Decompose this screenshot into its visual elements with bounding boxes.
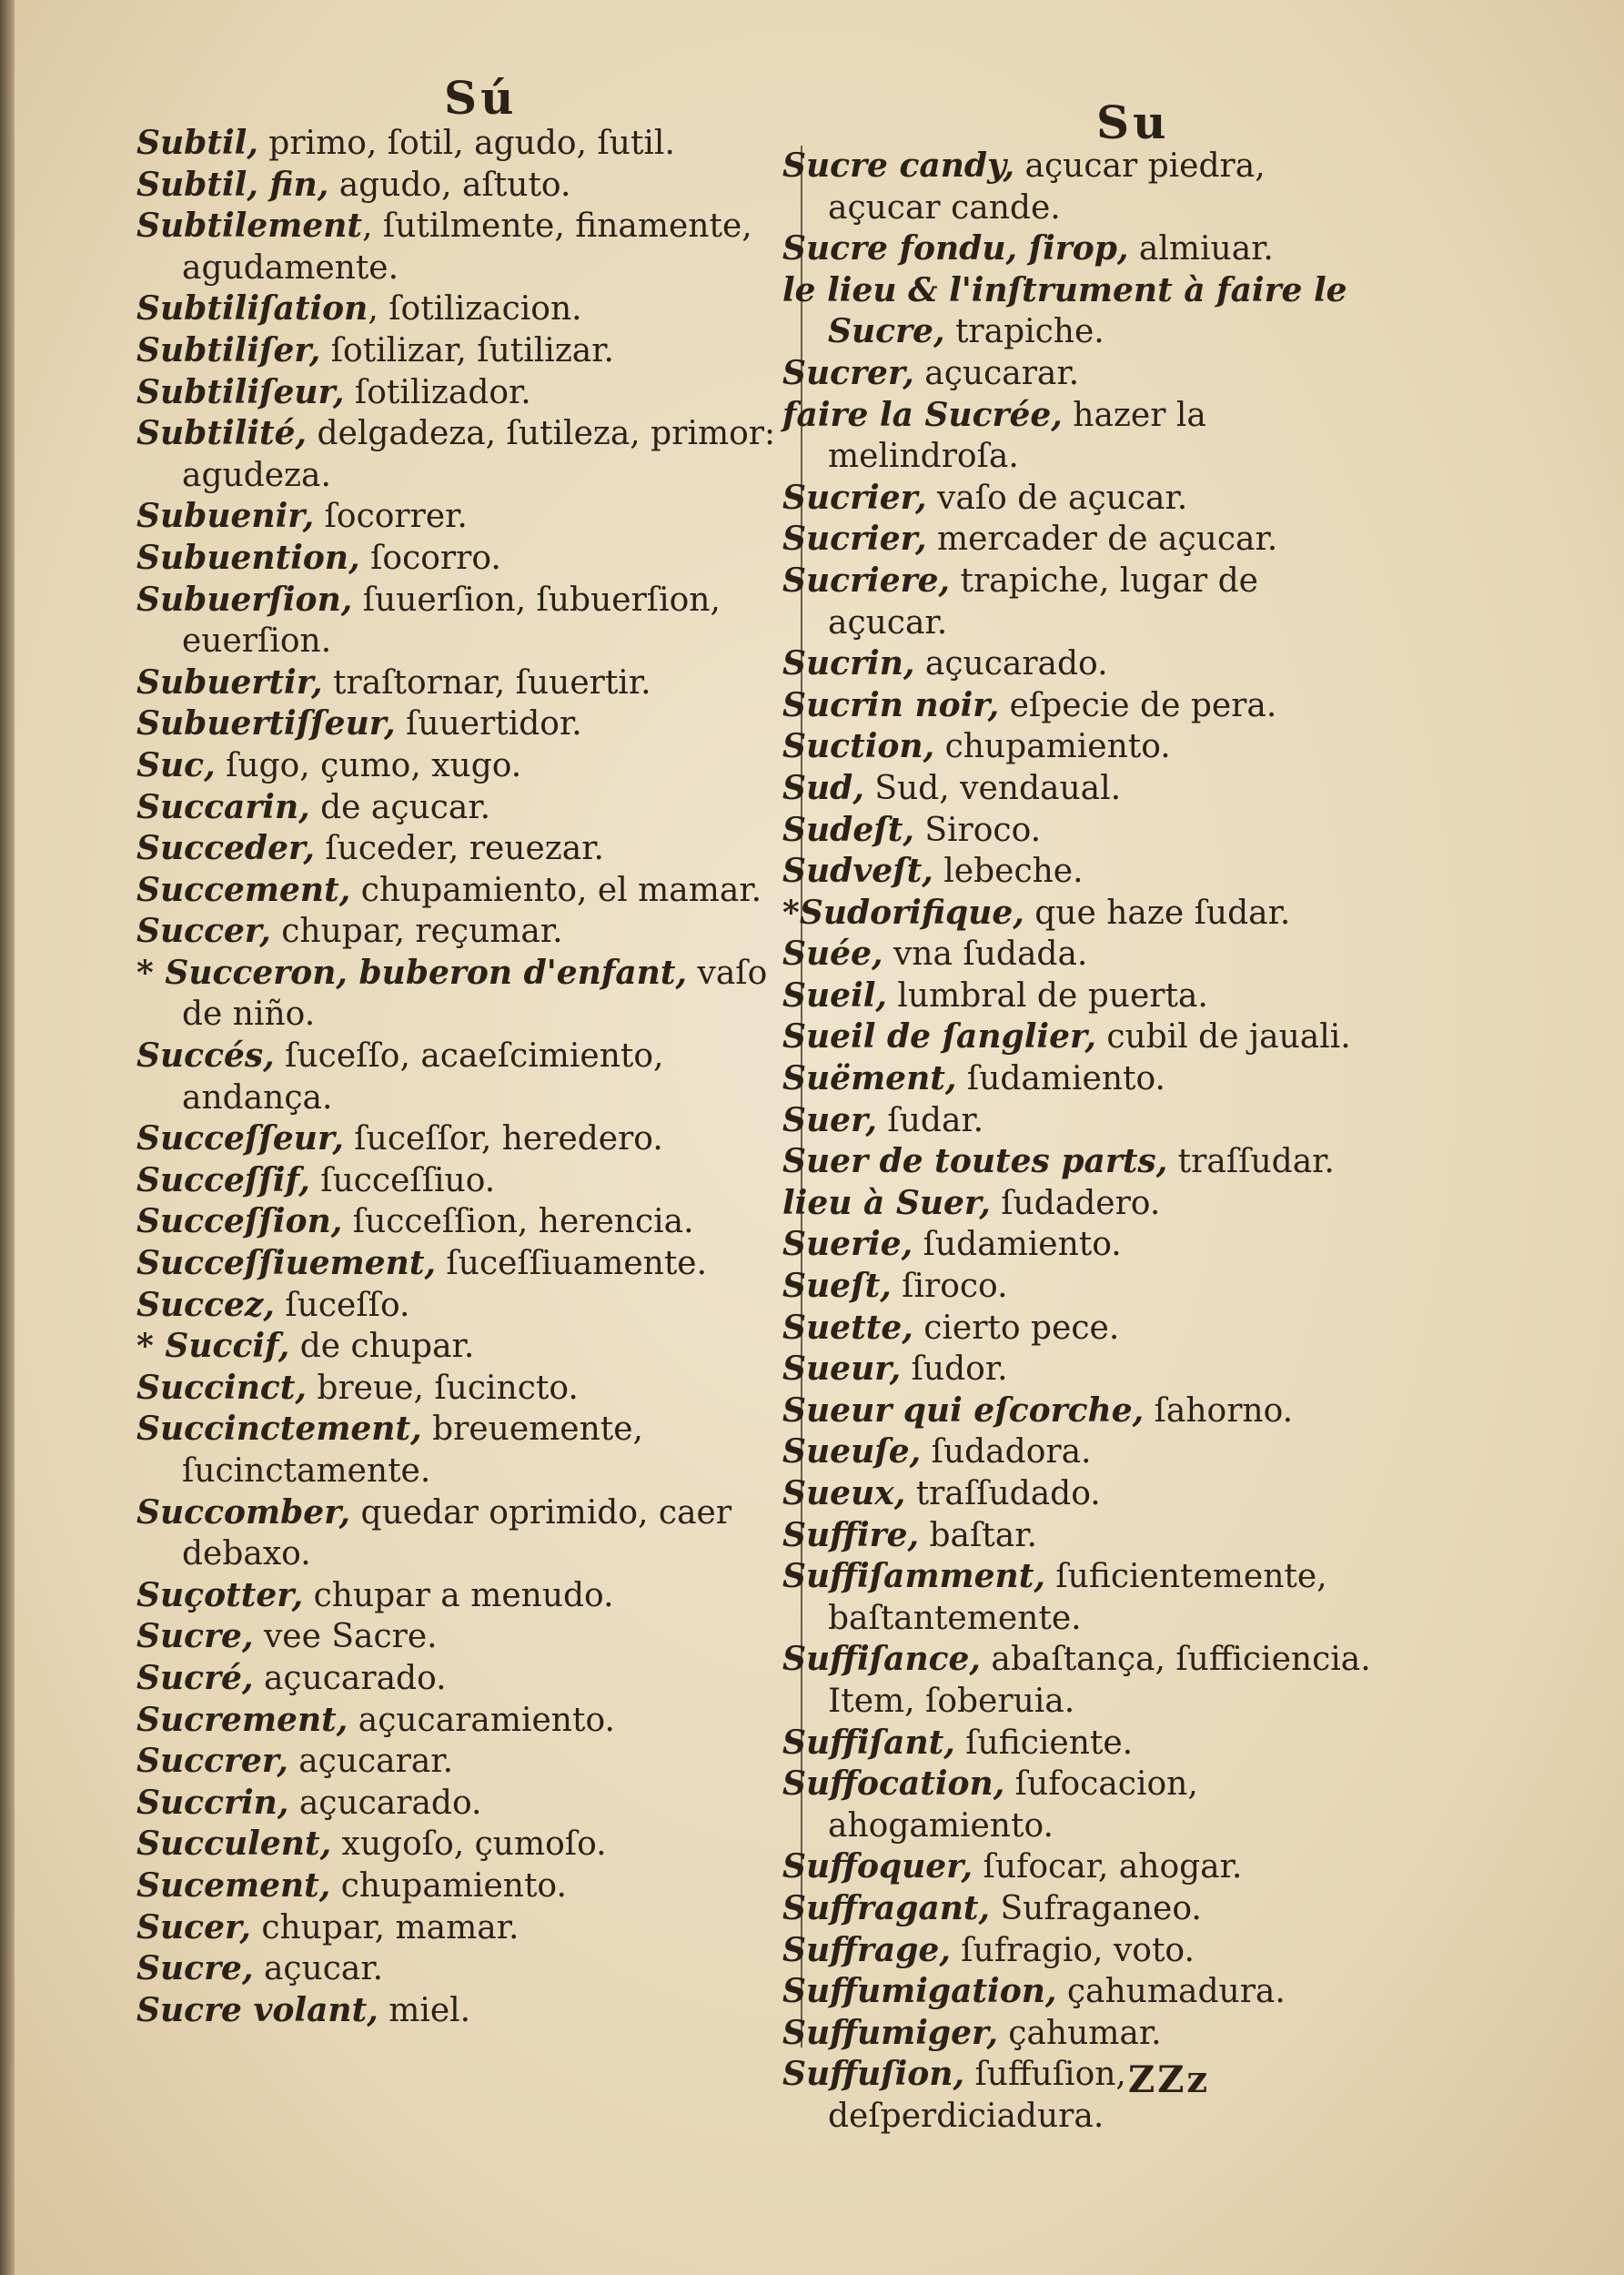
entry-headword: Sucrin noir, bbox=[782, 685, 1000, 724]
dictionary-entry bbox=[136, 1616, 782, 1658]
entry-headword: Subuerſion, bbox=[136, 580, 353, 619]
entry-translation: delgadeza, ſutileza, primor: agudeza. bbox=[182, 415, 776, 494]
entry-translation: agudo, aſtuto. bbox=[328, 166, 571, 204]
entry-headword: Sucrer, bbox=[782, 353, 914, 392]
dictionary-entry bbox=[782, 478, 1383, 520]
dictionary-entry bbox=[782, 1431, 1383, 1473]
page-header-right: Su bbox=[1096, 96, 1170, 149]
entry-translation: ſuffuſion, deſperdiciadura. bbox=[828, 2056, 1126, 2135]
entry-headword: Suffocation, bbox=[782, 1764, 1005, 1804]
entry-translation: de chupar. bbox=[289, 1328, 475, 1366]
left-column bbox=[136, 123, 782, 2031]
entry-translation: ſuceſſo, acaeſcimiento, andança. bbox=[182, 1037, 664, 1117]
entry-translation: ſugo, çumo, xugo. bbox=[215, 746, 522, 784]
dictionary-entry bbox=[782, 561, 1383, 643]
dictionary-entry bbox=[136, 165, 782, 207]
entry-translation: de açucar. bbox=[309, 788, 491, 826]
entry-headword: Sueux, bbox=[782, 1474, 906, 1512]
entry-headword: Subtil, fin, bbox=[136, 165, 329, 204]
dictionary-entry bbox=[782, 768, 1383, 810]
entry-headword: Suer de toutes parts, bbox=[782, 1142, 1168, 1181]
entry-translation: Sud, vendaual. bbox=[863, 769, 1122, 807]
entry-translation: ſufocar, ahogar. bbox=[973, 1848, 1243, 1886]
entry-translation: ſocorrer. bbox=[314, 498, 468, 536]
entry-headword: Sueil, bbox=[782, 976, 887, 1015]
entry-translation: ſuceſſo. bbox=[274, 1286, 410, 1324]
dictionary-entry bbox=[136, 1948, 782, 1990]
entry-translation: xugoſo, çumoſo. bbox=[331, 1825, 607, 1864]
dictionary-entry bbox=[136, 206, 782, 288]
entry-headword: Succomber, bbox=[136, 1492, 351, 1532]
entry-translation: ſuceſſiuamente. bbox=[435, 1245, 708, 1283]
dictionary-entry bbox=[136, 1285, 782, 1327]
entry-translation: ſucceſſiuo. bbox=[309, 1161, 496, 1199]
entry-translation: quedar oprimido, caer debaxo. bbox=[182, 1493, 732, 1573]
dictionary-entry bbox=[782, 1390, 1383, 1432]
entry-headword: Suffoquer, bbox=[782, 1847, 973, 1886]
entry-translation: açucarado. bbox=[253, 1659, 447, 1697]
entry-headword: Succer, bbox=[136, 912, 271, 951]
dictionary-entry bbox=[136, 330, 782, 372]
entry-translation: ſocorro. bbox=[359, 539, 501, 577]
entry-translation: abaſtança, ſufficiencia. Item, ſoberuia. bbox=[828, 1641, 1371, 1720]
dictionary-entry bbox=[136, 1658, 782, 1700]
entry-translation: hazer la melindroſa. bbox=[828, 396, 1206, 476]
entry-headword: Subuertiſſeur, bbox=[136, 704, 396, 743]
entry-headword: Sucer, bbox=[136, 1907, 251, 1946]
dictionary-entry bbox=[136, 1368, 782, 1410]
entry-translation: ſuceſſor, heredero. bbox=[343, 1120, 663, 1158]
dictionary-entry bbox=[782, 893, 1383, 935]
dictionary-entry bbox=[782, 643, 1383, 685]
entry-translation: açucarar. bbox=[287, 1743, 454, 1781]
entry-translation: vee Sacre. bbox=[253, 1618, 438, 1656]
entry-translation: , ſotilizacion. bbox=[368, 290, 582, 329]
entry-translation: trapiche. bbox=[944, 313, 1105, 351]
dictionary-entry bbox=[782, 1308, 1383, 1350]
entry-translation: Sufraganeo. bbox=[990, 1889, 1202, 1927]
entry-translation: açucarar. bbox=[913, 354, 1080, 392]
entry-translation: ſudar. bbox=[876, 1101, 984, 1139]
dictionary-entry bbox=[782, 1058, 1383, 1100]
entry-translation: breuemente, ſucinctamente. bbox=[182, 1410, 643, 1490]
dictionary-entry bbox=[782, 934, 1383, 976]
entry-translation: lumbral de puerta. bbox=[886, 976, 1208, 1015]
dictionary-entry bbox=[136, 1866, 782, 1907]
dictionary-entry bbox=[136, 496, 782, 538]
entry-headword: Subtiliſeur, bbox=[136, 372, 345, 411]
entry-headword: Succeſſeur, bbox=[136, 1119, 344, 1158]
dictionary-entry bbox=[136, 1575, 782, 1617]
entry-translation: ſotilizador. bbox=[344, 373, 531, 411]
dictionary-entry bbox=[136, 1409, 782, 1491]
entry-headword: Suer, bbox=[782, 1100, 877, 1139]
entry-headword: Suette, bbox=[782, 1308, 913, 1347]
dictionary-entry bbox=[782, 726, 1383, 768]
entry-translation: primo, ſotil, agudo, ſutil. bbox=[257, 125, 675, 162]
entry-headword: Suction, bbox=[782, 727, 935, 766]
entry-headword: Sueur qui eſcorche, bbox=[782, 1390, 1145, 1430]
entry-headword: * Succif, bbox=[136, 1327, 290, 1366]
dictionary-entry bbox=[782, 1639, 1383, 1722]
entry-headword: Succrin, bbox=[136, 1783, 289, 1822]
dictionary-entry bbox=[136, 1741, 782, 1783]
right-column bbox=[782, 146, 1383, 2138]
entry-headword: Sucre candy, bbox=[782, 147, 1015, 185]
page-binding-edge bbox=[0, 0, 15, 2275]
dictionary-entry bbox=[782, 1349, 1383, 1390]
entry-headword: Sucré, bbox=[136, 1658, 254, 1697]
entry-headword: Sucre, bbox=[136, 1617, 254, 1656]
entry-translation: ſudamiento. bbox=[913, 1226, 1122, 1264]
entry-headword: Suffuſion, bbox=[782, 2055, 965, 2094]
dictionary-entry bbox=[136, 1160, 782, 1202]
entry-headword: Succeſſif, bbox=[136, 1160, 310, 1199]
entry-headword: Sucrement, bbox=[136, 1700, 348, 1739]
dictionary-entry bbox=[782, 976, 1383, 1017]
dictionary-entry bbox=[782, 1266, 1383, 1308]
entry-headword: Succulent, bbox=[136, 1825, 332, 1864]
entry-headword: Sucrier, bbox=[782, 520, 927, 559]
entry-translation: ſuceder, reuezar. bbox=[314, 830, 604, 868]
entry-translation: mercader de açucar. bbox=[926, 521, 1278, 559]
entry-translation: chupamiento. bbox=[934, 728, 1171, 766]
entry-headword: Sudveſt, bbox=[782, 852, 933, 891]
entry-headword: Suffrage, bbox=[782, 1930, 951, 1969]
entry-translation: ſuficiente. bbox=[954, 1724, 1134, 1762]
entry-translation: chupar, mamar. bbox=[250, 1908, 519, 1946]
dictionary-entry bbox=[136, 1783, 782, 1825]
entry-headword: Suffumigation, bbox=[782, 1972, 1057, 2011]
entry-headword: Suçotter, bbox=[136, 1575, 304, 1614]
dictionary-entry bbox=[136, 953, 782, 1036]
dictionary-entry bbox=[136, 828, 782, 870]
page-header-left: Sú bbox=[444, 71, 518, 125]
dictionary-entry bbox=[782, 1224, 1383, 1266]
entry-headword: Suffiſamment, bbox=[782, 1557, 1045, 1596]
entry-headword: Sucre, bbox=[136, 1949, 254, 1988]
dictionary-entry bbox=[782, 519, 1383, 561]
entry-headword: Succarin, bbox=[136, 787, 310, 826]
entry-translation: ſudadora. bbox=[921, 1433, 1092, 1471]
entry-translation: breue, ſucincto. bbox=[306, 1369, 579, 1407]
entry-headword: Sucement, bbox=[136, 1866, 331, 1905]
entry-headword: Suffiſance, bbox=[782, 1640, 981, 1679]
entry-translation: baſtar. bbox=[919, 1516, 1037, 1554]
dictionary-entry bbox=[782, 1515, 1383, 1557]
entry-translation: ſuficientemente, baſtantemente. bbox=[828, 1558, 1327, 1637]
entry-headword: Succrer, bbox=[136, 1742, 288, 1781]
entry-headword: Succeder, bbox=[136, 829, 315, 868]
entry-translation: eſpecie de pera. bbox=[999, 686, 1277, 724]
entry-headword: Subuertir, bbox=[136, 662, 323, 702]
entry-translation: açucar. bbox=[253, 1950, 384, 1988]
dictionary-entry bbox=[782, 1473, 1383, 1515]
dictionary-entry bbox=[782, 1930, 1383, 1972]
entry-headword: Suc, bbox=[136, 745, 216, 784]
entry-headword: Succeſſion, bbox=[136, 1202, 343, 1241]
entry-headword: Sucrier, bbox=[782, 478, 927, 517]
dictionary-entry bbox=[136, 870, 782, 912]
dictionary-entry bbox=[782, 1183, 1383, 1225]
entry-translation: ſuuertidor. bbox=[395, 705, 582, 743]
dictionary-entry bbox=[782, 1971, 1383, 2013]
entry-translation: traſſudado. bbox=[905, 1475, 1101, 1512]
dictionary-entry bbox=[782, 685, 1383, 727]
entry-headword: Succinct, bbox=[136, 1368, 307, 1407]
entry-headword: *Sudorifique, bbox=[782, 893, 1024, 932]
dictionary-entry bbox=[136, 1700, 782, 1742]
entry-headword: le lieu & l'inſtrument à faire le Sucre, bbox=[782, 270, 1347, 351]
dictionary-entry bbox=[782, 1846, 1383, 1888]
entry-headword: Sueuſe, bbox=[782, 1432, 922, 1471]
entry-headword: Subtiliſer, bbox=[136, 330, 321, 369]
dictionary-entry bbox=[782, 1556, 1383, 1639]
entry-headword: Sud, bbox=[782, 768, 864, 807]
entry-headword: Sueil de ſanglier, bbox=[782, 1017, 1096, 1057]
entry-translation: almiuar. bbox=[1128, 230, 1274, 268]
dictionary-entry bbox=[136, 787, 782, 829]
entry-headword: Sucriere, bbox=[782, 561, 951, 600]
dictionary-entry bbox=[136, 372, 782, 414]
dictionary-entry bbox=[136, 413, 782, 496]
entry-translation: traſſudar. bbox=[1167, 1143, 1335, 1181]
dictionary-entry bbox=[136, 288, 782, 330]
dictionary-entry bbox=[782, 1723, 1383, 1764]
dictionary-entry bbox=[136, 911, 782, 953]
entry-headword: Subtilement bbox=[136, 207, 363, 246]
entry-translation: trapiche, lugar de açucar. bbox=[828, 561, 1258, 642]
entry-headword: Subuenir, bbox=[136, 497, 315, 536]
entry-translation: traſtornar, ſuuertir. bbox=[322, 663, 651, 702]
dictionary-entry bbox=[782, 1888, 1383, 1930]
dictionary-entry bbox=[782, 1016, 1383, 1058]
dictionary-entry bbox=[136, 1492, 782, 1575]
entry-headword: Sueſt, bbox=[782, 1267, 892, 1306]
entry-translation: ſahorno. bbox=[1144, 1391, 1294, 1430]
dictionary-entry bbox=[782, 270, 1383, 353]
dictionary-entry bbox=[782, 146, 1383, 228]
entry-translation: miel. bbox=[378, 1991, 471, 2029]
entry-translation: çahumadura. bbox=[1056, 1973, 1286, 2011]
entry-translation: ſucceſſion, herencia. bbox=[342, 1203, 694, 1241]
entry-translation: vna ſudada. bbox=[883, 935, 1088, 974]
dictionary-entry bbox=[782, 851, 1383, 893]
entry-headword: Subtil, bbox=[136, 124, 258, 162]
entry-translation: ſufragio, voto. bbox=[950, 1931, 1195, 1969]
dictionary-entry bbox=[136, 123, 782, 165]
dictionary-entry bbox=[782, 810, 1383, 852]
entry-translation: ſudor. bbox=[901, 1350, 1008, 1389]
entry-translation: cierto pece. bbox=[913, 1309, 1120, 1347]
entry-headword: Subtilité, bbox=[136, 414, 308, 453]
dictionary-entry bbox=[782, 1100, 1383, 1142]
entry-headword: Sucre volant, bbox=[136, 1990, 378, 2029]
dictionary-entry bbox=[782, 2013, 1383, 2055]
dictionary-entry bbox=[136, 1201, 782, 1243]
entry-translation: ſiroco. bbox=[891, 1268, 1008, 1306]
entry-translation: vaſo de açucar. bbox=[926, 479, 1188, 517]
entry-headword: Sucre fondu, ſirop, bbox=[782, 229, 1129, 268]
dictionary-entry bbox=[136, 1118, 782, 1160]
entry-translation: chupamiento. bbox=[330, 1866, 567, 1905]
entry-headword: Suerie, bbox=[782, 1225, 913, 1264]
entry-translation: chupar, reçumar. bbox=[270, 913, 563, 951]
entry-translation: vaſo de niño. bbox=[182, 954, 768, 1034]
entry-translation: ſufocacion, ahogamiento. bbox=[828, 1765, 1198, 1845]
entry-headword: Suffragant, bbox=[782, 1888, 991, 1927]
entry-headword: Subtiliſation bbox=[136, 289, 368, 329]
entry-headword: Sueur, bbox=[782, 1350, 902, 1389]
dictionary-entry bbox=[136, 1243, 782, 1285]
entry-translation: chupar a menudo. bbox=[303, 1576, 614, 1614]
entry-translation: açucaramiento. bbox=[348, 1701, 615, 1739]
entry-headword: Suëment, bbox=[782, 1059, 957, 1098]
entry-translation: Siroco. bbox=[913, 811, 1042, 849]
entry-translation: açucar piedra, açucar cande. bbox=[828, 147, 1266, 227]
dictionary-entry bbox=[136, 745, 782, 787]
entry-headword: Suffumiger, bbox=[782, 2013, 998, 2052]
entry-headword: Subuention, bbox=[136, 538, 360, 577]
dictionary-entry bbox=[136, 1907, 782, 1949]
dictionary-entry bbox=[136, 580, 782, 662]
entry-headword: lieu à Suer, bbox=[782, 1183, 991, 1222]
dictionary-entry bbox=[136, 703, 782, 745]
entry-headword: Sucrin, bbox=[782, 644, 915, 683]
dictionary-entry bbox=[136, 1326, 782, 1368]
entry-translation: ſotilizar, ſutilizar. bbox=[320, 331, 614, 369]
entry-translation: cubil de jauali. bbox=[1095, 1018, 1351, 1057]
entry-translation: ſudadero. bbox=[990, 1184, 1161, 1222]
entry-translation: que haze ſudar. bbox=[1024, 894, 1291, 932]
entry-headword: Succés, bbox=[136, 1036, 275, 1076]
signature-mark: ZZz bbox=[1128, 2058, 1211, 2101]
entry-translation: lebeche. bbox=[933, 853, 1084, 891]
dictionary-entry bbox=[136, 1824, 782, 1866]
dictionary-entry bbox=[782, 1141, 1383, 1183]
entry-headword: Suée, bbox=[782, 935, 883, 974]
entry-translation: ſudamiento. bbox=[956, 1060, 1165, 1098]
entry-headword: * Succeron, buberon d'enfant, bbox=[136, 953, 688, 992]
entry-translation: çahumar. bbox=[997, 2014, 1162, 2052]
entry-translation: açucarado. bbox=[288, 1784, 482, 1822]
entry-headword: Succinctement, bbox=[136, 1410, 422, 1449]
dictionary-entry bbox=[782, 228, 1383, 270]
entry-translation: açucarado. bbox=[914, 645, 1108, 683]
entry-headword: Suffire, bbox=[782, 1515, 920, 1554]
dictionary-entry bbox=[136, 1990, 782, 2032]
entry-headword: Sudeſt, bbox=[782, 810, 914, 849]
entry-headword: Suffiſant, bbox=[782, 1723, 955, 1762]
dictionary-entry bbox=[782, 353, 1383, 395]
entry-headword: Succeſſiuement, bbox=[136, 1244, 436, 1283]
entry-translation: chupamiento, el mamar. bbox=[350, 871, 762, 909]
entry-headword: Succement, bbox=[136, 870, 351, 909]
entry-translation: ſuuerſion, ſubuerſion, euerſion. bbox=[182, 581, 721, 661]
dictionary-entry bbox=[136, 1036, 782, 1118]
dictionary-entry bbox=[136, 538, 782, 580]
dictionary-entry bbox=[136, 662, 782, 704]
entry-headword: Succez, bbox=[136, 1285, 275, 1324]
entry-translation: , ſutilmente, finamente, agudamente. bbox=[182, 207, 752, 287]
dictionary-entry bbox=[782, 395, 1383, 478]
entry-headword: faire la Sucrée, bbox=[782, 395, 1063, 434]
dictionary-entry bbox=[782, 1764, 1383, 1846]
dictionary-entry bbox=[782, 2054, 1383, 2137]
